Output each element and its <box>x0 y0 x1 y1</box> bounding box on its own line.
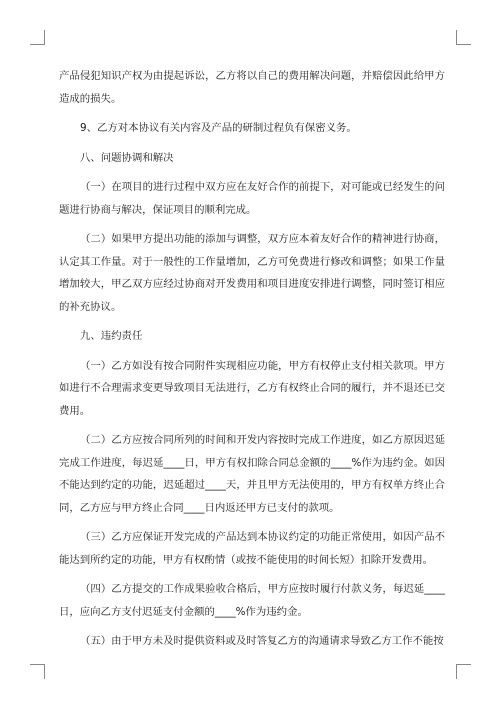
paragraph-liability-4: （四）乙方提交的工作成果验收合格后，甲方应按时履行付款义务，每迟延____日，应向乙方支付迟延支付金额的____%作为违约金。 <box>59 583 445 618</box>
paragraph-coordination-2: （二）如果甲方提出功能的添加与调整，双方应本着友好合作的精神进行协商，认定其工作量。对于一般性的工作量增加，乙方可免费进行修改和调整；如果工作量增加较大，甲乙双方应经过协商对开发费用和项目进度安排进行调整，同时签订相应的补充协议。 <box>59 233 445 313</box>
crop-mark-top-right <box>456 30 471 45</box>
crop-mark-bottom-right <box>456 664 471 679</box>
crop-mark-top-left <box>30 30 45 45</box>
paragraph-liability-2: （二）乙方应按合同所列的时间和开发内容按时完成工作进度，如乙方原因迟延完成工作进度，每迟延____日，甲方有权扣除合同总金额的____%作为违约金。如因不能达到约定的功能，迟延超过____天，并且甲方无法使用的，甲方有权单方终止合同，乙方应与甲方终止合同____日内返还甲方已支付的款项。 <box>59 434 445 514</box>
section-heading-liability: 九、违约责任 <box>80 330 143 342</box>
section-heading-coordination: 八、问题协调和解决 <box>80 151 174 164</box>
paragraph-continued: 产品侵犯知识产权为由提起诉讼，乙方将以自己的费用解决问题，并赔偿因此给甲方造成的损失。 <box>59 70 445 105</box>
paragraph-coordination-1: （一）在项目的进行过程中双方应在友好合作的前提下，对可能或已经发生的问题进行协商与解决，保证项目的顺利完成。 <box>59 181 445 216</box>
paragraph-liability-1: （一）乙方如没有按合同附件实现相应功能，甲方有权停止支付相关款项。甲方如进行不合理需求变更导致项目无法进行，乙方有权终止合同的履行，并不退还已交费用。 <box>59 359 445 417</box>
paragraph-liability-5: （五）由于甲方未及时提供资料或及时答复乙方的沟通请求导致乙方工作不能按 <box>80 635 444 647</box>
crop-mark-bottom-left <box>30 664 45 679</box>
document-body <box>59 65 445 660</box>
paragraph-liability-3: （三）乙方应保证开发完成的产品达到本协议约定的功能正常使用，如因产品不能达到所约定的功能，甲方有权酌情（或按不能使用的时间长短）扣除开发费用。 <box>59 531 445 566</box>
paragraph-confidentiality: 9、乙方对本协议有关内容及产品的研制过程负有保密义务。 <box>80 122 357 134</box>
